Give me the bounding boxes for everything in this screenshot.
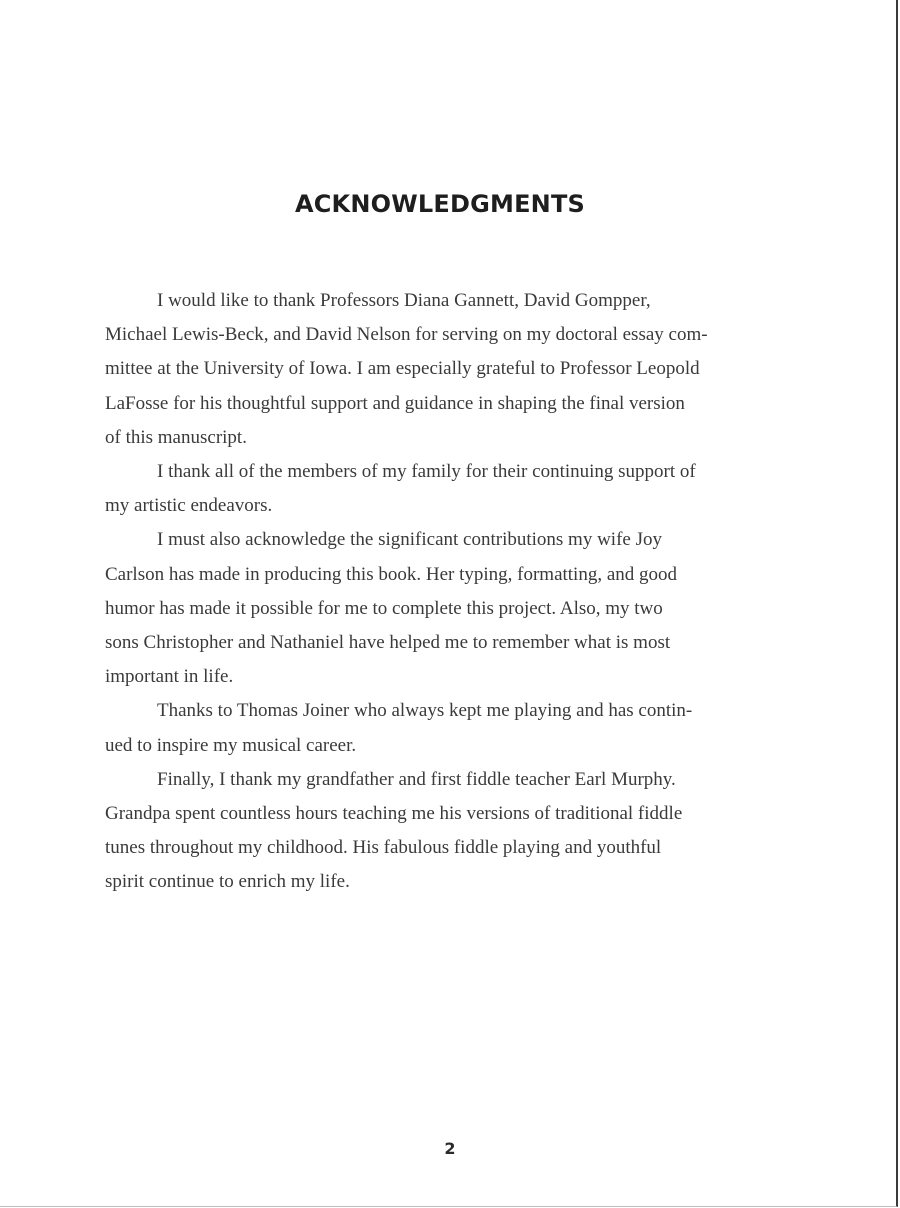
text-line: spirit continue to enrich my life. xyxy=(105,871,350,893)
text-line: I must also acknowledge the significant contributions my wife Joy xyxy=(157,529,662,551)
text-line: Carlson has made in producing this book. Her typing, formatting, and good xyxy=(105,563,678,585)
paragraph-wife-and-sons xyxy=(105,523,780,694)
text-line: Michael Lewis-Beck, and David Nelson for serving on my doctoral essay com- xyxy=(105,324,708,346)
acknowledgments-body xyxy=(105,284,780,900)
text-line: I thank all of the members of my family for their continuing support of xyxy=(157,461,696,483)
text-line: of this manuscript. xyxy=(105,426,247,448)
paragraph-family xyxy=(105,455,780,523)
text-line: Thanks to Thomas Joiner who always kept me playing and has contin- xyxy=(157,700,693,722)
text-line: LaFosse for his thoughtful support and guidance in shaping the final version xyxy=(105,392,685,414)
text-line: humor has made it possible for me to complete this project. Also, my two xyxy=(105,597,663,619)
text-line: tunes throughout my childhood. His fabulous fiddle playing and youthful xyxy=(105,837,662,859)
text-line: ued to inspire my musical career. xyxy=(105,734,357,756)
page-number: 2 xyxy=(444,1139,456,1158)
paragraph-committee xyxy=(105,284,780,455)
text-line: Finally, I thank my grandfather and first fiddle teacher Earl Murphy. xyxy=(157,768,676,790)
page-title: ACKNOWLEDGMENTS xyxy=(294,190,586,218)
text-line: important in life. xyxy=(105,666,234,688)
text-line: Grandpa spent countless hours teaching me his versions of traditional fiddle xyxy=(105,803,683,825)
text-line: I would like to thank Professors Diana Gannett, David Gompper, xyxy=(157,290,651,311)
text-line: mittee at the University of Iowa. I am especially grateful to Professor Leopold xyxy=(105,358,700,380)
text-line: my artistic endeavors. xyxy=(105,495,273,517)
paragraph-grandfather xyxy=(105,763,780,900)
paragraph-thomas-joiner xyxy=(105,694,780,762)
text-line: sons Christopher and Nathaniel have helped me to remember what is most xyxy=(105,632,671,654)
